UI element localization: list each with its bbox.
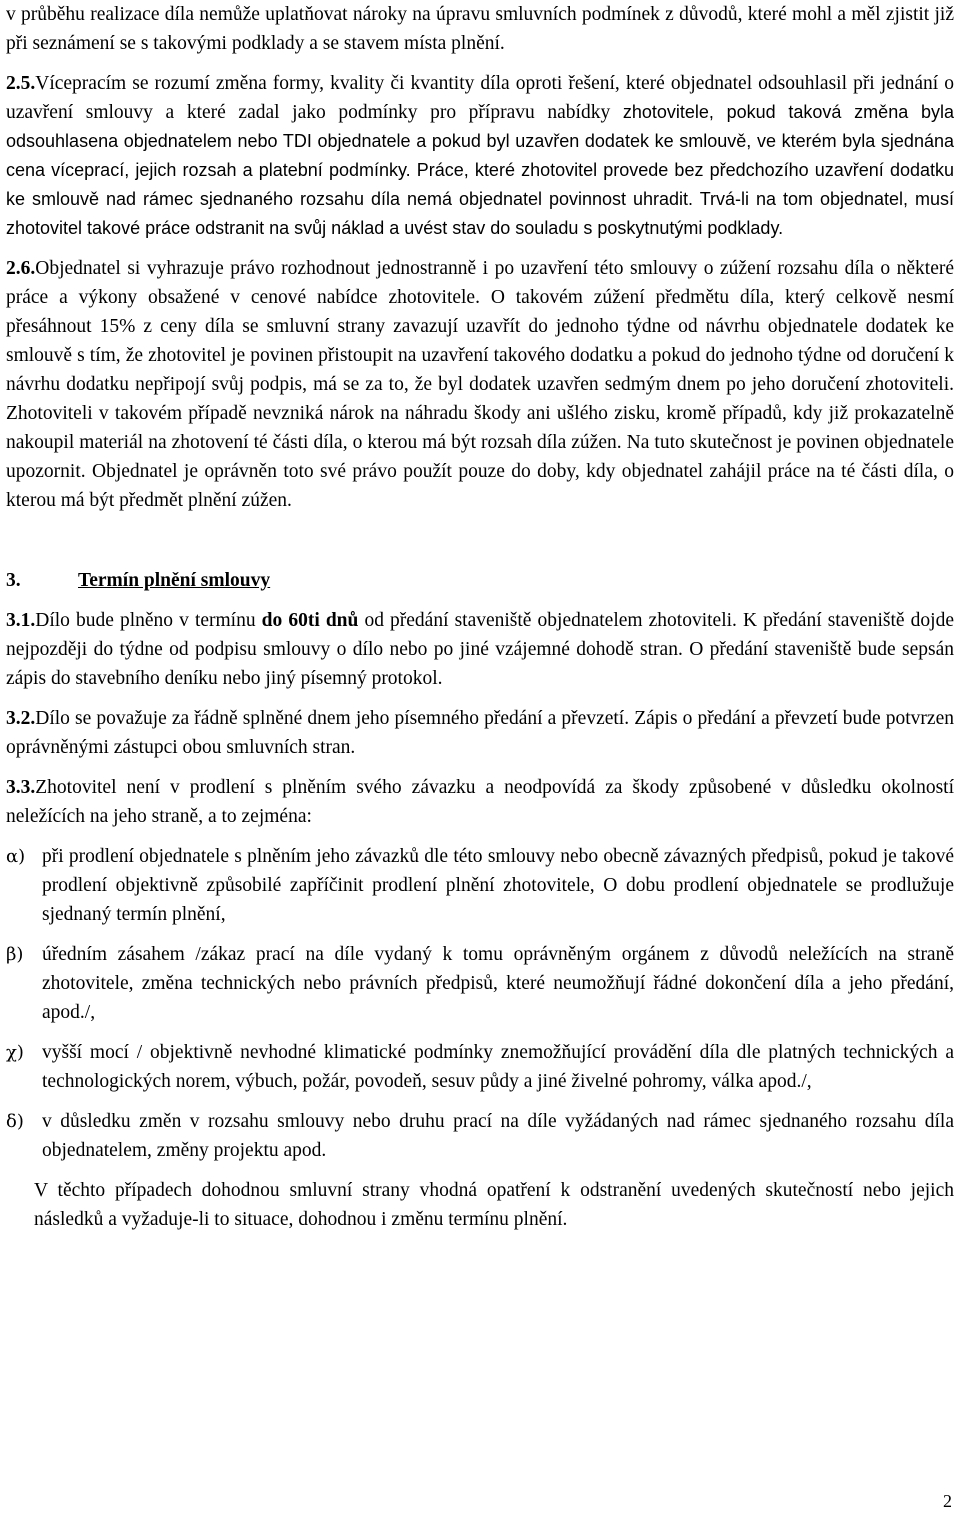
section-3-number: 3. — [6, 570, 21, 591]
clause-3-2-text: Dílo se považuje za řádně splněné dnem jeho písemného předání a převzetí. Zápis o předání a převzetí bude potvrzen oprávněnými zástupci obou smluvních stran. — [6, 708, 954, 758]
intro-text: v průběhu realizace díla nemůže uplatňovat nároky na úpravu smluvních podmínek z důvodů, které mohl a měl zjistit již při seznámení se s takovými podklady a se stavem místa plnění. — [6, 4, 954, 54]
clause-2-5-number: 2.5. — [6, 73, 36, 94]
list-item-delta — [6, 1107, 954, 1165]
closing-paragraph — [34, 1176, 954, 1234]
clause-2-5-text-sans: zhotovitele, pokud taková změna byla odsouhlasena objednatelem nebo TDI objednatele a pokud byl uzavřen dodatek ke smlouvě, ve kterém byla sjednána cena víceprací, jejich rozsah a platební podmínky. — [6, 102, 954, 180]
page-number: 2 — [943, 1491, 952, 1511]
clause-3-3 — [6, 773, 954, 831]
list-marker-chi: χ) — [6, 1042, 24, 1063]
list-item-chi-text: vyšší mocí / objektivně nevhodné klimatické podmínky znemožňující provádění díla dle platných technických a technologických norem, výbuch, požár, povodeň, sesuv půdy a jiné živelné pohromy, válka apod./, — [42, 1042, 954, 1092]
clause-3-3-text: Zhotovitel není v prodlení s plněním svého závazku a neodpovídá za škody způsobené v důsledku okolností neležících na jeho straně, a to zejména: — [6, 777, 954, 827]
clause-2-6 — [6, 254, 954, 515]
clause-2-6-number: 2.6. — [6, 258, 36, 279]
document-page — [6, 0, 954, 1234]
clause-2-6-text: Objednatel si vyhrazuje právo rozhodnout jednostranně i po uzavření této smlouvy o zúžení rozsahu díla o některé práce a výkony obsažené v cenové nabídce zhotovitele. O takovém zúžení předmětu díla, který celkově nesmí přesáhnout 15% z ceny díla se smluvní strany zavazují uzavřít do jednoho týdne od návrhu objednatele dodatek ke smlouvě s tím, že zhotovitel je povinen přistoupit na uzavření takového dodatku a pokud do jednoho týdne od doručení k návrhu dodatku nepřipojí svůj podpis, má se za to, že byl dodatek uzavřen sedmým dnem po jeho doručení zhotoviteli. Zhotoviteli v takovém případě nevzniká nárok na náhradu škody ani ušlého zisku, kromě případů, kdy již prokazatelně nakoupil materiál na zhotovení té části díla, o kterou má být rozsah díla zúžen. Na tuto skutečnost je povinen objednatele upozornit. Objednatel je oprávněn toto své právo použít pouze do doby, kdy objednatel zahájil práce na té části díla, o kterou má být předmět plnění zúžen. — [6, 258, 954, 511]
clause-3-3-number: 3.3. — [6, 777, 36, 798]
clause-2-5-text-rest: Práce, které zhotovitel provede bez předchozího uzavření dodatku ke smlouvě nad rámec sjednaného rozsahu díla nemá objednatel povinnost uhradit. Trvá-li na tom objednatel, musí zhotovitel takové práce odstranit na svůj náklad a uvést stav do souladu s poskytnutými podklady. — [6, 160, 954, 238]
closing-text: V těchto případech dohodnou smluvní strany vhodná opatření k odstranění uvedených skutečností nebo jejich následků a vyžaduje-li to situace, dohodnou i změnu termínu plnění. — [34, 1180, 954, 1230]
list-marker-alpha: α) — [6, 846, 26, 867]
clause-3-1-text-after: od předání staveniště objednatelem zhotoviteli. K předání staveniště dojde nejpozději do týdne od podpisu smlouvy o dílo nebo po jiné vzájemné dohodě stran. O předání staveniště bude sepsán zápis do stavebního deníku nebo jiný písemný protokol. — [6, 610, 954, 689]
clause-3-2-number: 3.2. — [6, 708, 36, 729]
clause-3-1 — [6, 606, 954, 693]
list-item-alpha-text: při prodlení objednatele s plněním jeho závazků dle této smlouvy nebo obecně závazných předpisů, pokud je takové prodlení objektivně způsobilé zapříčinit prodlení plnění zhotovitele, O dobu prodlení objednatele se prodlužuje sjednaný termín plnění, — [42, 846, 954, 925]
section-3-heading — [6, 566, 954, 595]
clause-3-1-text-before: Dílo bude plněno v termínu — [35, 610, 262, 631]
list-marker-beta: β) — [6, 944, 24, 965]
clause-3-1-number: 3.1. — [6, 610, 36, 631]
clause-3-1-deadline: do 60ti dnů — [261, 610, 359, 631]
list-item-chi — [6, 1038, 954, 1096]
list-item-alpha — [6, 842, 954, 929]
clause-3-2 — [6, 704, 954, 762]
clause-2-5-text-serif: Vícepracím se rozumí změna formy, kvality či kvantity díla oproti řešení, které objednatel odsouhlasil při jednání o uzavření smlouvy a které zadal jako podmínky pro přípravu nabídky — [6, 73, 954, 123]
list-marker-delta: δ) — [6, 1111, 24, 1132]
clause-2-5 — [6, 69, 954, 243]
section-3-title: Termín plnění smlouvy — [78, 570, 271, 591]
list-item-delta-text: v důsledku změn v rozsahu smlouvy nebo druhu prací na díle vyžádaných nad rámec sjednaného rozsahu díla objednatelem, změny projektu apod. — [42, 1111, 954, 1161]
list-item-beta-text: úředním zásahem /zákaz prací na díle vydaný k tomu oprávněným orgánem z důvodů neležících na straně zhotovitele, změna technických nebo právních předpisů, které neumožňují řádné dokončení díla a jeho předání, apod./, — [42, 944, 954, 1023]
list-item-beta — [6, 940, 954, 1027]
intro-paragraph — [6, 0, 954, 58]
